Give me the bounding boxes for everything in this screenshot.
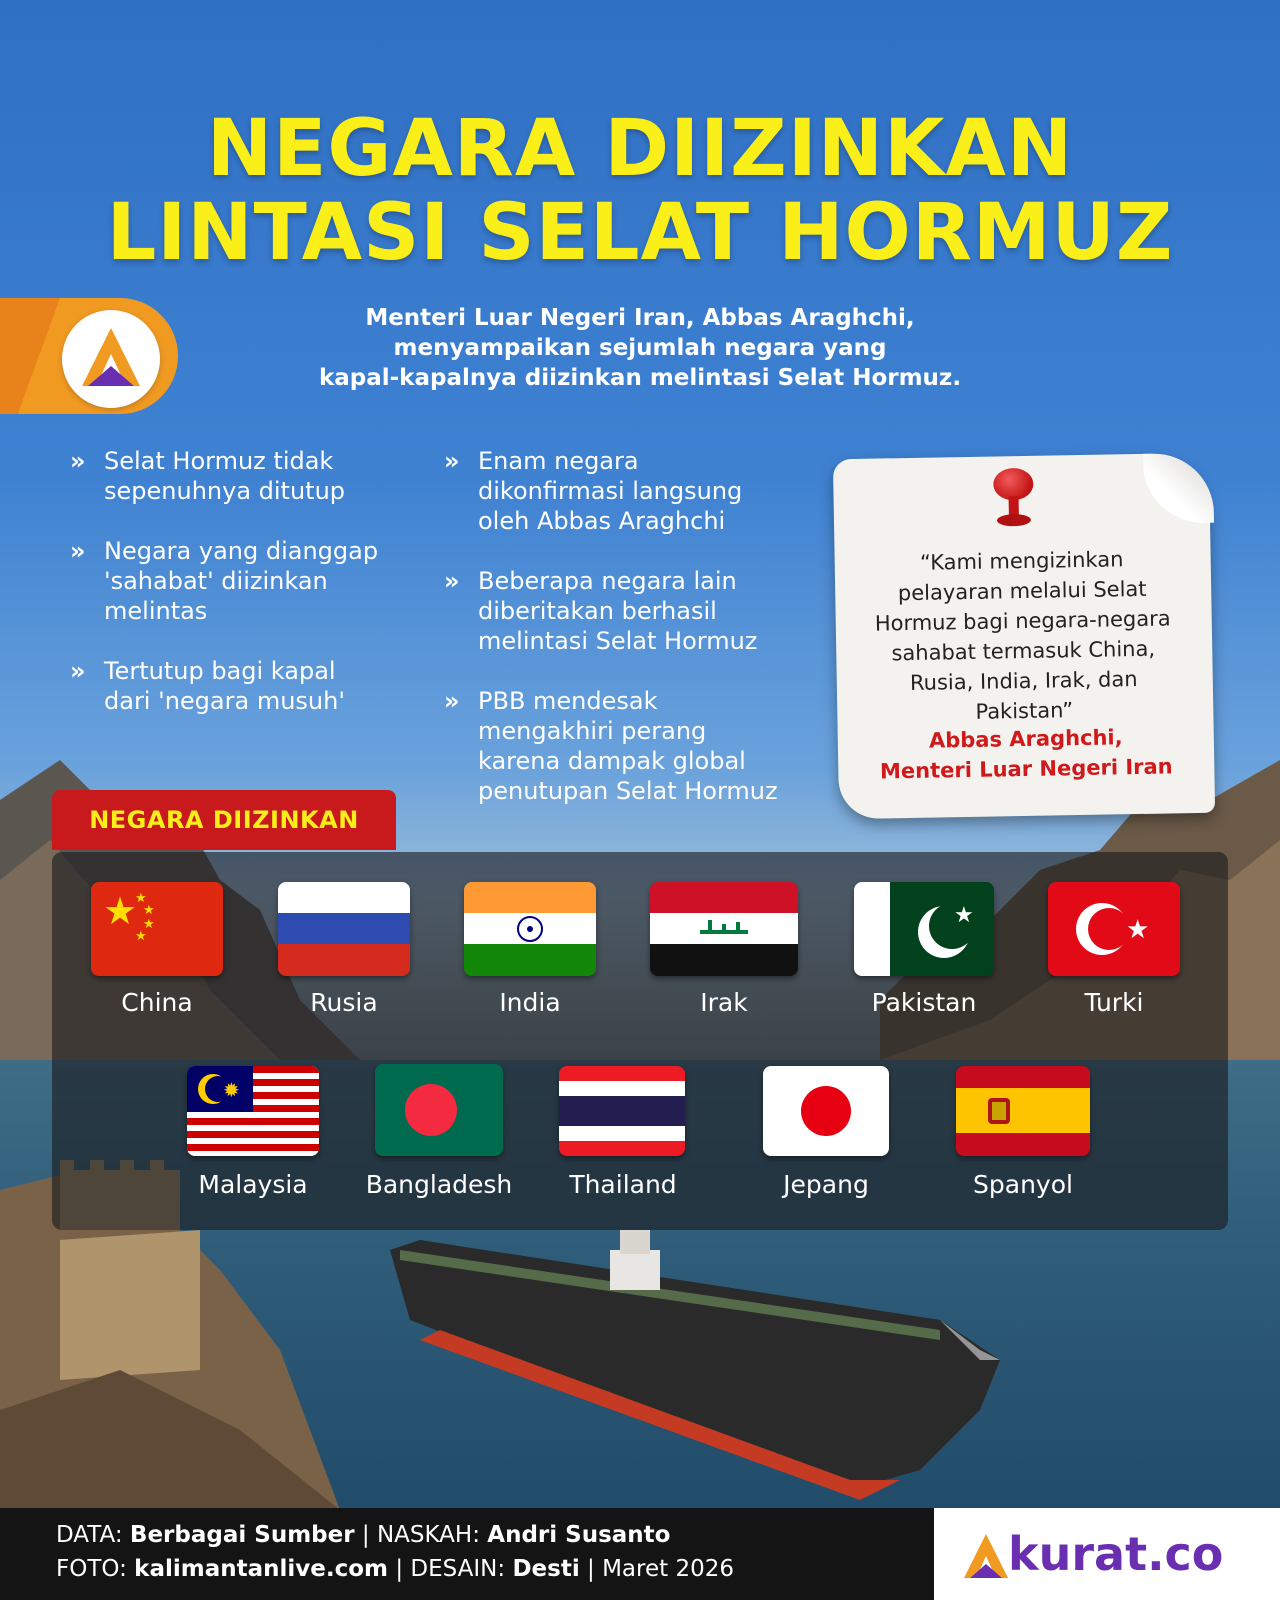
country-name-iraq: Irak bbox=[700, 988, 748, 1017]
bullet-text: melintasi Selat Hormuz bbox=[478, 627, 758, 655]
intro-line: Menteri Luar Negeri Iran, Abbas Araghchi, bbox=[365, 305, 915, 331]
svg-text:★: ★ bbox=[954, 903, 974, 928]
bullet-mark-icon: » bbox=[444, 687, 460, 715]
bullet-mark-icon: » bbox=[70, 537, 86, 565]
svg-text:★: ★ bbox=[143, 903, 155, 918]
credit-separator: | bbox=[361, 1522, 370, 1548]
logo-tab bbox=[0, 298, 178, 414]
bullet-text: sepenuhnya ditutup bbox=[104, 477, 346, 505]
country-name-russia: Rusia bbox=[310, 988, 378, 1017]
svg-text:★: ★ bbox=[143, 917, 155, 932]
flag-iraq-icon bbox=[650, 882, 798, 976]
intro-line: menyampaikan sejumlah negara yang bbox=[393, 335, 887, 361]
flag-spain-icon bbox=[956, 1066, 1090, 1156]
svg-text:✹: ✹ bbox=[223, 1078, 240, 1102]
svg-text:★: ★ bbox=[135, 891, 147, 906]
country-name-china: China bbox=[121, 988, 193, 1017]
bullet-mark-icon: » bbox=[70, 447, 86, 475]
bullet-mark-icon: » bbox=[70, 657, 86, 685]
bullet-text: Enam negara bbox=[478, 447, 639, 475]
quote-text bbox=[856, 543, 1189, 729]
bullet-text: mengakhiri perang bbox=[478, 717, 707, 745]
bullet-mark-icon: » bbox=[444, 447, 460, 475]
bullet-text: melintas bbox=[104, 597, 208, 625]
logo-tab-stripe bbox=[0, 298, 60, 414]
bullet-text: PBB mendesak bbox=[478, 687, 658, 715]
quote-line: Hormuz bagi negara-negara bbox=[874, 606, 1171, 636]
intro-line: kapal-kapalnya diizinkan melintasi Selat Hormuz. bbox=[318, 365, 962, 391]
svg-text:★: ★ bbox=[135, 929, 147, 944]
quote-note-card bbox=[833, 453, 1215, 820]
flag-thailand-icon bbox=[559, 1066, 685, 1156]
country-name-pakistan: Pakistan bbox=[871, 988, 977, 1017]
bullet-text: Beberapa negara lain bbox=[478, 567, 737, 595]
bullet-text: Negara yang dianggap bbox=[104, 537, 379, 565]
brand-logo-box bbox=[934, 1508, 1280, 1600]
page-title-line1: NEGARA DIIZINKAN bbox=[206, 104, 1074, 194]
paper-curl bbox=[1143, 453, 1214, 524]
brand-a-icon bbox=[962, 1532, 1010, 1580]
bullet-text: oleh Abbas Araghchi bbox=[478, 507, 726, 535]
bullet-right-2 bbox=[444, 566, 814, 656]
page-title-line2: LINTASI SELAT HORMUZ bbox=[106, 188, 1174, 278]
flag-russia-icon bbox=[278, 882, 410, 976]
credit-label: DATA: bbox=[56, 1522, 123, 1548]
section-label-tab: NEGARA DIIZINKAN bbox=[52, 790, 396, 850]
credit-value: Andri Susanto bbox=[487, 1522, 671, 1548]
credit-line-2 bbox=[56, 1553, 734, 1585]
bullet-right-1 bbox=[444, 446, 814, 536]
author-title: Menteri Luar Negeri Iran bbox=[879, 754, 1173, 784]
credit-separator: | bbox=[587, 1556, 595, 1582]
bullet-left-2 bbox=[70, 536, 410, 626]
bullet-left-1 bbox=[70, 446, 410, 506]
flag-pakistan-icon bbox=[854, 882, 994, 976]
quote-line: pelayaran melalui Selat bbox=[897, 576, 1147, 606]
svg-text:★: ★ bbox=[103, 889, 138, 933]
bullet-text: karena dampak global bbox=[478, 747, 746, 775]
svg-text:★: ★ bbox=[1126, 915, 1150, 945]
credit-value: Berbagai Sumber bbox=[129, 1522, 355, 1548]
country-name-spain: Spanyol bbox=[973, 1170, 1073, 1199]
quote-line: Pakistan” bbox=[975, 698, 1074, 724]
credit-line-1 bbox=[56, 1519, 670, 1551]
bullet-text: penutupan Selat Hormuz bbox=[478, 777, 778, 805]
bullet-text: dikonfirmasi langsung bbox=[478, 477, 743, 505]
country-name-japan: Jepang bbox=[783, 1170, 869, 1199]
brand-name: kurat bbox=[1008, 1527, 1148, 1581]
credit-label: FOTO: bbox=[56, 1556, 127, 1582]
flag-malaysia-icon bbox=[187, 1066, 319, 1156]
quote-line: sahabat termasuk China, bbox=[891, 636, 1156, 666]
flag-bangladesh-icon bbox=[375, 1064, 503, 1156]
akurat-logo-icon bbox=[62, 310, 160, 408]
brand-wordmark bbox=[1008, 1524, 1223, 1584]
country-name-thailand: Thailand bbox=[569, 1170, 677, 1199]
bullet-text: Selat Hormuz tidak bbox=[104, 447, 334, 475]
pushpin-base bbox=[997, 514, 1031, 527]
credit-value: Desti bbox=[512, 1556, 580, 1582]
country-name-bangladesh: Bangladesh bbox=[365, 1170, 513, 1199]
intro-text bbox=[300, 303, 980, 393]
bullet-text: 'sahabat' diizinkan bbox=[104, 567, 328, 595]
bullet-text: dari 'negara musuh' bbox=[104, 687, 345, 715]
country-name-india: India bbox=[499, 988, 561, 1017]
quote-author bbox=[848, 721, 1205, 787]
credit-value: kalimantanlive.com bbox=[134, 1556, 388, 1582]
bullet-text: Tertutup bagi kapal bbox=[104, 657, 336, 685]
credit-label: DESAIN: bbox=[410, 1556, 506, 1582]
flag-india-icon bbox=[464, 882, 596, 976]
tanker-ship-illustration bbox=[380, 1210, 1020, 1510]
credit-date: Maret 2026 bbox=[602, 1556, 734, 1582]
country-name-malaysia: Malaysia bbox=[198, 1170, 308, 1199]
bullet-left-3 bbox=[70, 656, 410, 716]
country-name-turkey: Turki bbox=[1084, 988, 1144, 1017]
author-name: Abbas Araghchi, bbox=[928, 725, 1123, 753]
credit-separator: | bbox=[395, 1556, 404, 1582]
flag-china-icon bbox=[91, 882, 223, 976]
bullet-right-3 bbox=[444, 686, 814, 806]
quote-line: Rusia, India, Irak, dan bbox=[909, 667, 1138, 695]
brand-suffix: .co bbox=[1147, 1527, 1224, 1581]
bullet-text: diberitakan berhasil bbox=[478, 597, 717, 625]
quote-line: “Kami mengizinkan bbox=[919, 547, 1124, 575]
flag-turkey-icon bbox=[1048, 882, 1180, 976]
flag-japan-icon bbox=[763, 1066, 889, 1156]
bullet-mark-icon: » bbox=[444, 567, 460, 595]
credit-label: NASKAH: bbox=[376, 1522, 480, 1548]
